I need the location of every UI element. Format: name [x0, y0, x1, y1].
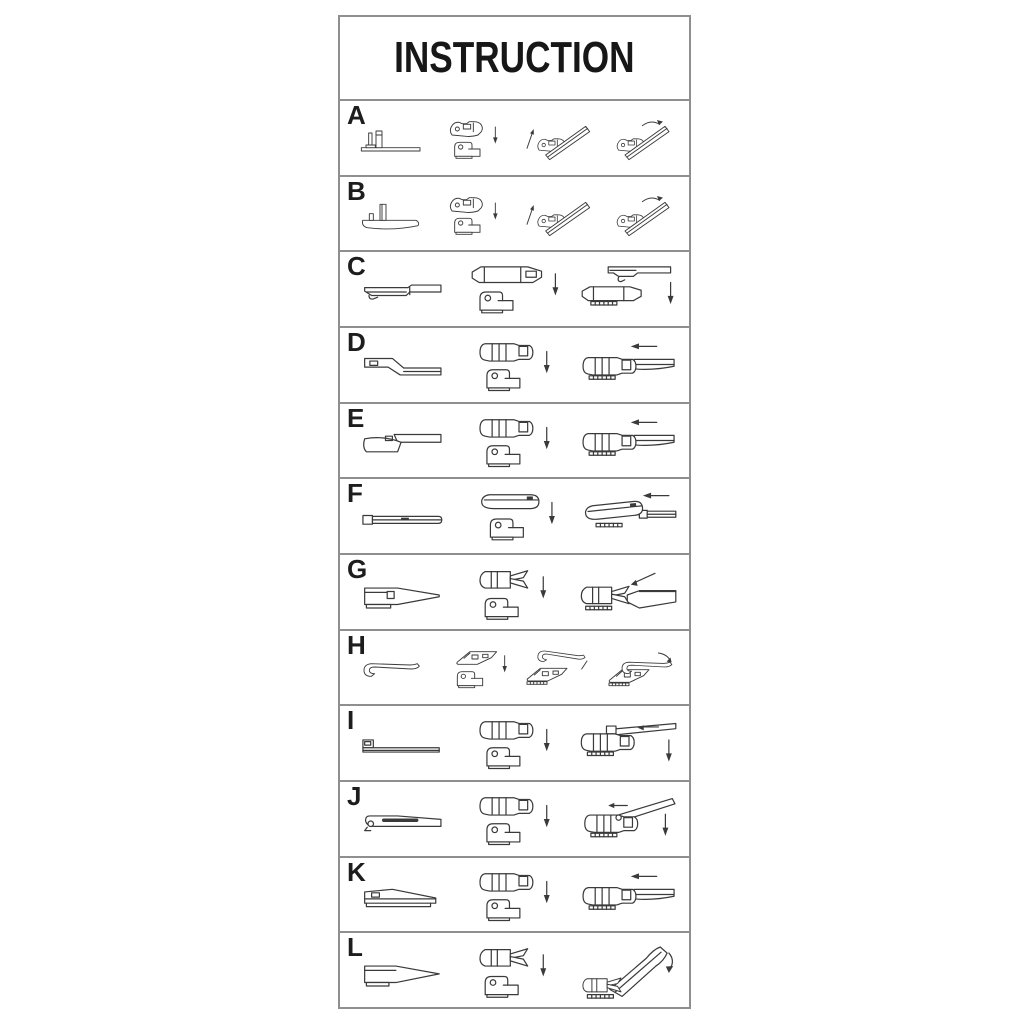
row-label: E — [347, 402, 365, 433]
adapter-dome-clip-drop-icon — [438, 187, 518, 247]
adapter-round-clip-drop-icon — [467, 488, 571, 550]
hook-over-adapter-icon — [519, 641, 599, 701]
arm-angled-rotate-icon — [601, 111, 681, 171]
page-title: INSTRUCTION — [394, 33, 635, 82]
hook-rotated-lock-icon — [601, 641, 681, 701]
instruction-rows — [340, 101, 689, 1007]
arm-step-icon — [356, 413, 460, 475]
title-section — [340, 17, 689, 101]
row-steps — [340, 257, 689, 325]
instruction-row-d — [340, 328, 689, 404]
assembled-bar-slide-drop-icon — [577, 715, 681, 777]
instruction-row-b — [340, 177, 689, 253]
row-steps — [340, 409, 689, 477]
adapter-claw-clip-drop-icon — [467, 564, 571, 626]
arm-wedge-icon — [356, 867, 460, 929]
arm-sidepin-thin-icon — [356, 111, 436, 171]
instruction-row-h — [340, 631, 689, 707]
arm-angled-insert-icon — [519, 111, 599, 171]
row-label: A — [347, 100, 366, 130]
row-label: H — [347, 629, 366, 660]
arm-over-adapter-drop-icon — [577, 261, 681, 323]
row-label: F — [347, 478, 363, 509]
arm-bar-clip-icon — [356, 715, 460, 777]
row-label: D — [347, 327, 366, 358]
arm-angled-insert-icon — [519, 187, 599, 247]
instruction-row-g — [340, 555, 689, 631]
instruction-row-k — [340, 858, 689, 934]
adapter-claw-clip-drop-icon — [467, 942, 571, 1004]
row-label: C — [347, 251, 366, 282]
arm-bent-icon — [356, 337, 460, 399]
adapter-plate-clip-drop-icon — [438, 641, 518, 701]
instruction-sheet — [338, 15, 691, 1009]
arm-hook-icon — [356, 641, 436, 701]
arm-flat-side-icon — [356, 261, 460, 323]
row-steps — [340, 183, 689, 249]
assembled-slide-left-icon — [577, 337, 681, 399]
arm-tapered-plain-icon — [356, 942, 460, 1004]
row-steps — [340, 560, 689, 628]
arm-slot-pivot-icon — [356, 791, 460, 853]
arm-tapered-hole-icon — [356, 564, 460, 626]
assembled-round-slide-icon — [577, 488, 681, 550]
assembled-slide-left-icon — [577, 867, 681, 929]
row-label: L — [347, 932, 363, 963]
adapter-ribbed-clip-drop-icon — [467, 413, 571, 475]
arm-slim-bar-icon — [356, 488, 460, 550]
instruction-row-i — [340, 706, 689, 782]
row-steps — [340, 938, 689, 1006]
row-label: G — [347, 554, 368, 585]
adapter-ribbed-clip-drop-icon — [467, 715, 571, 777]
adapter-ribbed-clip-drop-icon — [467, 867, 571, 929]
adapter-long-clip-drop-icon — [467, 261, 571, 323]
row-steps — [340, 333, 689, 401]
adapter-dome-clip-drop-icon — [438, 111, 518, 171]
arm-diagonal-insert-icon — [577, 942, 681, 1004]
row-steps — [340, 711, 689, 779]
row-steps — [340, 787, 689, 855]
row-label: J — [347, 781, 362, 812]
instruction-row-j — [340, 782, 689, 858]
row-steps — [340, 484, 689, 552]
row-steps — [340, 107, 689, 173]
assembled-pivot-drop-icon — [577, 791, 681, 853]
arm-sidepin-thick-icon — [356, 187, 436, 247]
row-label: K — [347, 856, 366, 887]
instruction-row-l — [340, 933, 689, 1007]
row-steps — [340, 637, 689, 703]
assembled-slide-left-icon — [577, 413, 681, 475]
adapter-ribbed-clip-drop-icon — [467, 791, 571, 853]
assembled-claw-taper-icon — [577, 564, 681, 626]
instruction-row-e — [340, 404, 689, 480]
row-steps — [340, 863, 689, 931]
instruction-row-c — [340, 252, 689, 328]
row-label: B — [347, 175, 366, 206]
adapter-ribbed-clip-drop-icon — [467, 337, 571, 399]
instruction-row-f — [340, 479, 689, 555]
row-label: I — [347, 705, 355, 736]
instruction-row-a — [340, 101, 689, 177]
arm-angled-rotate-icon — [601, 187, 681, 247]
